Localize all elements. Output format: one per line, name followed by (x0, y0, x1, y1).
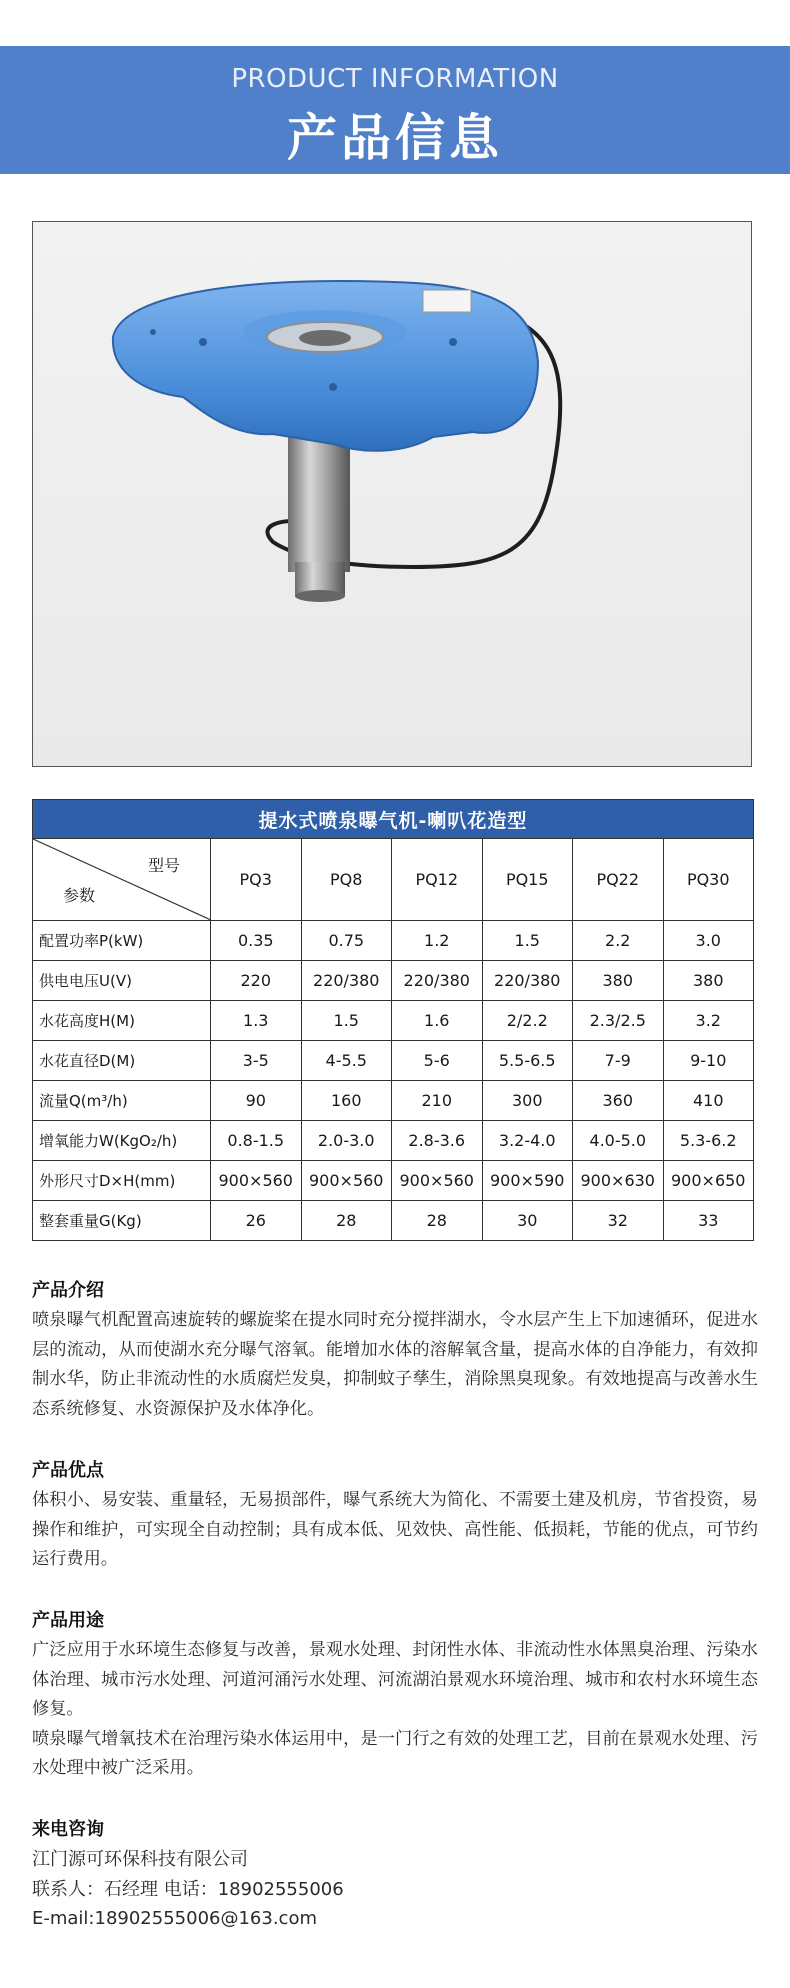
contact-email: E-mail:18902555006@163.com (32, 1908, 317, 1929)
title-english: PRODUCT INFORMATION (231, 64, 559, 94)
value-cell: 3-5 (211, 1041, 302, 1081)
company-name: 江门源可环保科技有限公司 (32, 1849, 248, 1870)
usage-heading: 产品用途 (32, 1610, 104, 1631)
value-cell: 1.6 (392, 1001, 483, 1041)
title-chinese: 产品信息 (287, 109, 503, 167)
value-cell: 28 (392, 1201, 483, 1241)
value-cell: 900×650 (663, 1161, 754, 1201)
header-banner (0, 46, 790, 174)
model-header: PQ8 (301, 839, 392, 921)
value-cell: 360 (573, 1081, 664, 1121)
value-cell: 220/380 (392, 961, 483, 1001)
value-cell: 2.0-3.0 (301, 1121, 392, 1161)
value-cell: 2.2 (573, 921, 664, 961)
usage-text-2: 喷泉曝气增氧技术在治理污染水体运用中，是一门行之有效的处理工艺，目前在景观水处理、污水处理中被广泛采用。 (32, 1728, 758, 1778)
param-cell: 配置功率P(kW) (33, 921, 211, 961)
contact-section (32, 1815, 758, 1934)
value-cell: 220 (211, 961, 302, 1001)
table-row (33, 1161, 754, 1201)
model-header: PQ30 (663, 839, 754, 921)
value-cell: 32 (573, 1201, 664, 1241)
value-cell: 4-5.5 (301, 1041, 392, 1081)
table-title: 提水式喷泉曝气机-喇叭花造型 (33, 800, 754, 839)
value-cell: 380 (573, 961, 664, 1001)
value-cell: 33 (663, 1201, 754, 1241)
spec-table (32, 799, 754, 1241)
value-cell: 0.35 (211, 921, 302, 961)
value-cell: 26 (211, 1201, 302, 1241)
value-cell: 3.2-4.0 (482, 1121, 573, 1161)
table-row (33, 921, 754, 961)
value-cell: 900×560 (392, 1161, 483, 1201)
value-cell: 410 (663, 1081, 754, 1121)
value-cell: 7-9 (573, 1041, 664, 1081)
value-cell: 0.8-1.5 (211, 1121, 302, 1161)
param-cell: 整套重量G(Kg) (33, 1201, 211, 1241)
param-cell: 外形尺寸D×H(mm) (33, 1161, 211, 1201)
value-cell: 900×630 (573, 1161, 664, 1201)
value-cell: 1.5 (482, 921, 573, 961)
table-corner-cell (33, 839, 211, 921)
diagonal-line (33, 839, 211, 920)
value-cell: 30 (482, 1201, 573, 1241)
intro-text: 喷泉曝气机配置高速旋转的螺旋桨在提水同时充分搅拌湖水，令水层产生上下加速循环，促进水层的流动，从而使湖水充分曝气溶氧。能增加水体的溶解氧含量，提高水体的自净能力，有效抑制水华，防止非流动性的水质腐烂发臭，抑制蚊子孳生，消除黑臭现象。有效地提高与改善水生态系统修复、水资源保护及水体净化。 (32, 1310, 758, 1419)
model-header: PQ3 (211, 839, 302, 921)
value-cell: 2/2.2 (482, 1001, 573, 1041)
param-cell: 增氧能力W(KgO₂/h) (33, 1121, 211, 1161)
value-cell: 900×560 (301, 1161, 392, 1201)
value-cell: 220/380 (301, 961, 392, 1001)
param-cell: 流量Q(m³/h) (33, 1081, 211, 1121)
value-cell: 3.0 (663, 921, 754, 961)
table-row (33, 1041, 754, 1081)
value-cell: 3.2 (663, 1001, 754, 1041)
table-title-row (33, 800, 754, 839)
value-cell: 220/380 (482, 961, 573, 1001)
table-row (33, 1121, 754, 1161)
model-header: PQ15 (482, 839, 573, 921)
value-cell: 9-10 (663, 1041, 754, 1081)
value-cell: 380 (663, 961, 754, 1001)
usage-section (32, 1606, 758, 1784)
value-cell: 1.2 (392, 921, 483, 961)
value-cell: 90 (211, 1081, 302, 1121)
corner-param-label: 参数 (63, 886, 96, 905)
value-cell: 2.8-3.6 (392, 1121, 483, 1161)
contact-heading: 来电咨询 (32, 1819, 104, 1840)
param-cell: 水花直径D(M) (33, 1041, 211, 1081)
param-cell: 供电电压U(V) (33, 961, 211, 1001)
value-cell: 210 (392, 1081, 483, 1121)
contact-person: 联系人：石经理 电话：18902555006 (32, 1878, 344, 1900)
value-cell: 160 (301, 1081, 392, 1121)
advantages-heading: 产品优点 (32, 1460, 104, 1481)
usage-text-1: 广泛应用于水环境生态修复与改善，景观水处理、封闭性水体、非流动性水体黑臭治理、污染水体治理、城市污水处理、河道河涌污水处理、河流湖泊景观水环境治理、城市和农村水环境生态修复。 (32, 1640, 758, 1719)
intro-heading: 产品介绍 (32, 1280, 104, 1301)
value-cell: 0.75 (301, 921, 392, 961)
table-header-row (33, 839, 754, 921)
corner-model-label: 型号 (147, 856, 180, 875)
intro-section (32, 1276, 758, 1424)
value-cell: 1.3 (211, 1001, 302, 1041)
table-row (33, 1001, 754, 1041)
table-row (33, 1081, 754, 1121)
value-cell: 900×590 (482, 1161, 573, 1201)
product-photo (32, 221, 752, 767)
fountain-aerator-icon (33, 222, 751, 766)
advantages-text: 体积小、易安装、重量轻，无易损部件，曝气系统大为简化、不需要土建及机房，节省投资，易操作和维护，可实现全自动控制；具有成本低、见效快、高性能、低损耗，节能的优点，可节约运行费用。 (32, 1490, 758, 1569)
table-row (33, 1201, 754, 1241)
table-row (33, 961, 754, 1001)
value-cell: 5-6 (392, 1041, 483, 1081)
value-cell: 28 (301, 1201, 392, 1241)
model-header: PQ12 (392, 839, 483, 921)
advantages-section (32, 1456, 758, 1575)
model-header: PQ22 (573, 839, 664, 921)
value-cell: 1.5 (301, 1001, 392, 1041)
value-cell: 2.3/2.5 (573, 1001, 664, 1041)
value-cell: 300 (482, 1081, 573, 1121)
value-cell: 4.0-5.0 (573, 1121, 664, 1161)
value-cell: 5.3-6.2 (663, 1121, 754, 1161)
value-cell: 900×560 (211, 1161, 302, 1201)
value-cell: 5.5-6.5 (482, 1041, 573, 1081)
param-cell: 水花高度H(M) (33, 1001, 211, 1041)
